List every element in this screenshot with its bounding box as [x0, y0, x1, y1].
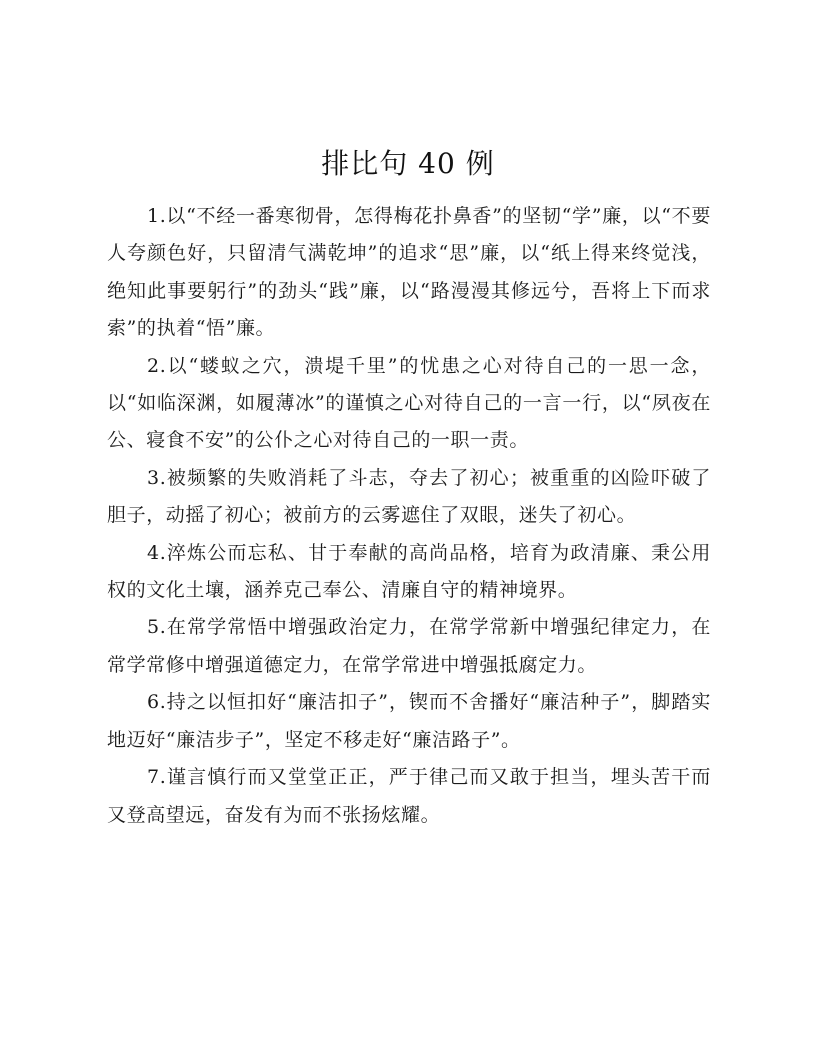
paragraph-5: 5.在常学常悟中增强政治定力，在常学常新中增强纪律定力，在常学常修中增强道德定力，在常学常进中增强抵腐定力。: [107, 616, 711, 676]
paragraph-4: 4.淬炼公而忘私、甘于奉献的高尚品格，培育为政清廉、秉公用权的文化土壤，涵养克己奉公、清廉自守的精神境界。: [107, 541, 711, 602]
paragraph-6: 6.持之以恒扣好“廉洁扣子”，锲而不舍播好“廉洁种子”，脚踏实地迈好“廉洁步子”，坚定不移走好“廉洁路子”。: [107, 691, 711, 751]
paragraph-7: 7.谨言慎行而又堂堂正正，严于律己而又敢于担当，埋头苦干而又登高望远，奋发有为而不张扬炫耀。: [107, 766, 711, 826]
paragraph-1: 1.以“不经一番寒彻骨，怎得梅花扑鼻香”的坚韧“学”廉，以“不要人夸颜色好，只留清气满乾坤”的追求“思”廉，以“纸上得来终觉浅，绝知此事要躬行”的劲头“践”廉，以“路漫漫其修远兮，吾将上下而求索”的执着“悟”廉。: [107, 205, 711, 340]
document-body: [107, 198, 711, 834]
document-title: 排比句 40 例: [321, 147, 495, 180]
paragraph-3: 3.被频繁的失败消耗了斗志，夺去了初心；被重重的凶险吓破了胆子，动摇了初心；被前方的云雾遮住了双眼，迷失了初心。: [107, 466, 711, 527]
paragraph-2: 2.以“蝼蚁之穴，溃堤千里”的忧患之心对待自己的一思一念，以“如临深渊，如履薄冰”的谨慎之心对待自己的一言一行，以“夙夜在公、寝食不安”的公仆之心对待自己的一职一责。: [107, 354, 711, 452]
